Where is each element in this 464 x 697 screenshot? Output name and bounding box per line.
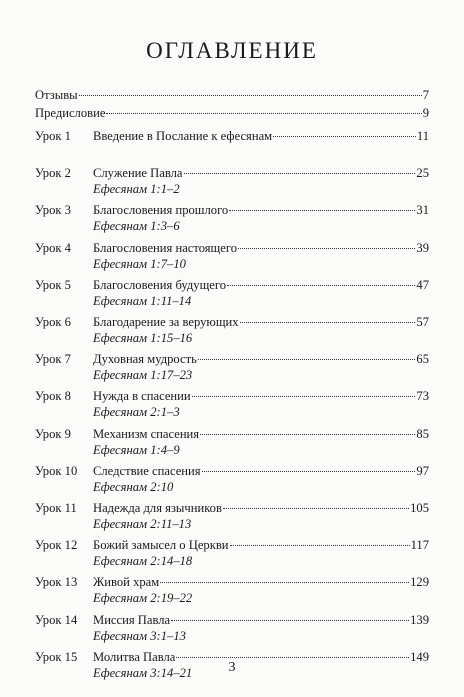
toc-page-number: 97 xyxy=(416,463,429,478)
toc-page-number: 73 xyxy=(416,389,429,404)
scripture-reference: Ефесянам 2:14–18 xyxy=(93,554,193,569)
toc-page-number: 11 xyxy=(416,129,429,143)
toc-page-number: 57 xyxy=(416,315,429,329)
toc-lesson-entry xyxy=(35,203,429,233)
lesson-label: Урок 6 xyxy=(35,315,71,329)
leader-dots xyxy=(192,396,416,397)
lesson-label: Урок 4 xyxy=(35,240,71,255)
leader-dots xyxy=(238,248,415,249)
lesson-title: Следствие спасения xyxy=(93,463,201,478)
toc-lesson-entry xyxy=(35,575,429,605)
toc-page-number: 65 xyxy=(416,352,429,367)
lesson-title: Божий замысел о Церкви xyxy=(93,538,229,553)
lesson-title: Благословения прошлого xyxy=(93,203,229,218)
leader-dots xyxy=(160,582,409,583)
scripture-reference: Ефесянам 1:3–6 xyxy=(93,219,180,234)
toc-lesson-entry xyxy=(35,501,429,531)
lesson-label: Урок 8 xyxy=(35,389,71,404)
lesson-label: Урок 1 xyxy=(35,129,71,143)
toc-lesson-entry xyxy=(35,427,429,457)
toc-entry-title: Отзывы xyxy=(35,88,78,102)
lesson-label: Урок 14 xyxy=(35,612,78,627)
leader-dots xyxy=(171,620,409,621)
scripture-reference: Ефесянам 2:19–22 xyxy=(93,591,193,606)
leader-dots xyxy=(184,173,416,174)
toc-page-number: 139 xyxy=(410,612,429,627)
toc-lesson-entry xyxy=(35,241,429,271)
toc-lesson-entry xyxy=(35,166,429,196)
lesson-label: Урок 11 xyxy=(35,501,77,515)
toc-page-number: 105 xyxy=(410,501,429,515)
lesson-label: Урок 5 xyxy=(35,277,71,292)
scripture-reference: Ефесянам 1:15–16 xyxy=(93,331,193,345)
leader-dots xyxy=(273,136,416,137)
leader-dots xyxy=(240,322,416,323)
leader-dots xyxy=(79,95,422,96)
leader-dots xyxy=(230,545,410,546)
lesson-label: Урок 13 xyxy=(35,575,78,590)
lesson-title: Нужда в спасении xyxy=(93,389,191,404)
toc-lesson-entry xyxy=(35,315,429,345)
lesson-title: Введение в Послание к ефесянам xyxy=(93,129,273,143)
leader-dots xyxy=(106,113,421,114)
scripture-reference: Ефесянам 2:11–13 xyxy=(93,517,192,531)
toc-page-number: 39 xyxy=(416,240,429,255)
lesson-title: Благословения настоящего xyxy=(93,240,237,255)
lesson-label: Урок 15 xyxy=(35,649,78,664)
toc-lesson-entry xyxy=(35,613,429,643)
leader-dots xyxy=(176,657,409,658)
leader-dots xyxy=(229,210,415,211)
lesson-title: Миссия Павла xyxy=(93,612,171,627)
scripture-reference: Ефесянам 1:4–9 xyxy=(93,442,180,457)
page-number: 3 xyxy=(228,660,236,675)
scripture-reference: Ефесянам 1:1–2 xyxy=(93,182,180,197)
lesson-title: Живой храм xyxy=(93,575,160,590)
toc-page-number: 85 xyxy=(416,426,429,441)
lesson-title: Надежда для язычников xyxy=(93,501,222,515)
toc-page-number: 47 xyxy=(416,277,429,292)
lesson-label: Урок 7 xyxy=(35,352,71,367)
scripture-reference: Ефесянам 1:17–23 xyxy=(93,368,193,383)
lesson-label: Урок 12 xyxy=(35,538,78,553)
leader-dots xyxy=(200,434,415,435)
toc-page-number: 31 xyxy=(416,203,429,218)
scripture-reference: Ефесянам 1:7–10 xyxy=(93,256,186,271)
lesson-label: Урок 10 xyxy=(35,463,78,478)
lesson-title: Благословения будущего xyxy=(93,277,227,292)
toc-page-number: 25 xyxy=(416,166,429,181)
scripture-reference: Ефесянам 3:1–13 xyxy=(93,628,186,643)
toc-entry-reviews xyxy=(35,88,429,102)
page-title: ОГЛАВЛЕНИЕ xyxy=(146,38,318,63)
scripture-reference: Ефесянам 3:14–21 xyxy=(93,665,193,680)
lesson-label: Урок 2 xyxy=(35,166,71,181)
toc-lesson-entry xyxy=(35,129,429,143)
lesson-label: Урок 9 xyxy=(35,426,71,441)
leader-dots xyxy=(223,508,409,509)
scripture-reference: Ефесянам 1:11–14 xyxy=(93,293,192,308)
lesson-title: Служение Павла xyxy=(93,166,183,181)
toc-entry-title: Предисловие xyxy=(35,106,106,120)
toc-entry-preface xyxy=(35,106,429,120)
toc-page-number: 7 xyxy=(422,88,429,102)
toc-page-number: 9 xyxy=(422,106,429,120)
lesson-title: Механизм спасения xyxy=(93,426,200,441)
lesson-title: Благодарение за верующих xyxy=(93,315,239,329)
leader-dots xyxy=(202,471,416,472)
toc-lesson-entry xyxy=(35,278,429,308)
toc-lesson-entry xyxy=(35,352,429,382)
toc-page-number: 129 xyxy=(410,575,429,590)
toc-page-number: 149 xyxy=(410,649,429,664)
toc-lesson-entry xyxy=(35,538,429,568)
lesson-label: Урок 3 xyxy=(35,203,71,218)
lesson-title: Молитва Павла xyxy=(93,649,176,664)
leader-dots xyxy=(227,285,415,286)
lesson-title: Духовная мудрость xyxy=(93,352,197,367)
scripture-reference: Ефесянам 2:1–3 xyxy=(93,405,180,420)
toc-page-number: 117 xyxy=(410,538,429,553)
toc-lesson-entry xyxy=(35,464,429,494)
leader-dots xyxy=(198,359,416,360)
toc-lesson-entry xyxy=(35,389,429,419)
scripture-reference: Ефесянам 2:10 xyxy=(93,479,174,494)
